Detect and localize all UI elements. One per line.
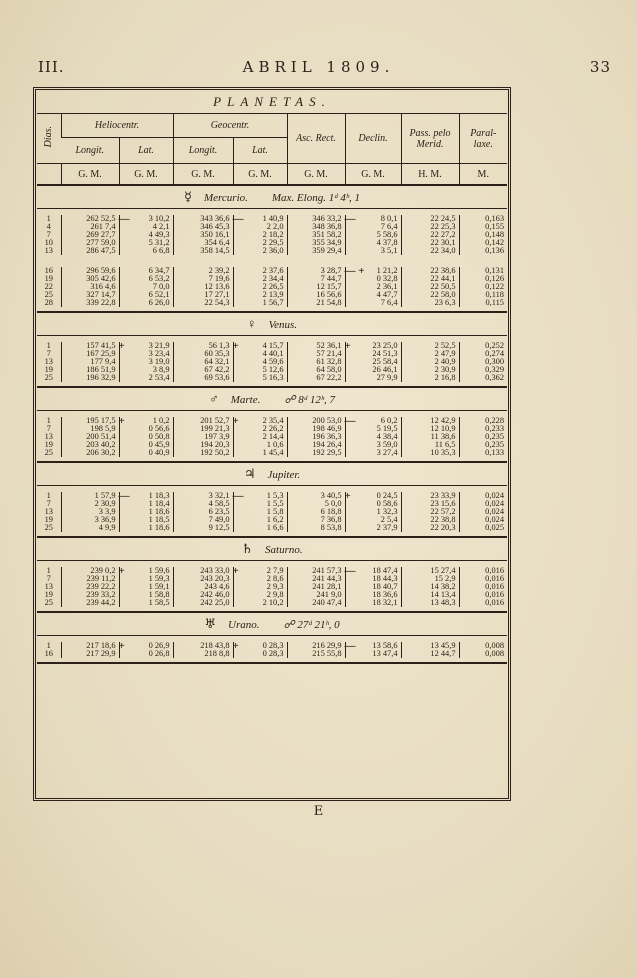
sign-mark: — <box>232 213 244 225</box>
helio-longit-values: 195 17,5 198 5,9 200 51,4 203 40,2 206 30,2 <box>61 417 119 457</box>
helio-longit-values: 296 59,6 305 42,6 316 4,6 327 14,7 339 22,8 <box>61 267 119 307</box>
pass-merid-values: 22 38,6 22 44,1 22 50,5 22 58,0 23 6,3 <box>401 267 459 307</box>
geo-longit-values: 343 36,6 346 45,3 350 16,1 354 6,4 358 14,5 <box>173 215 233 255</box>
geo-longit-header: Longit. <box>173 138 233 164</box>
geo-longit-values: 3 32,1 4 58,5 6 23,5 7 49,0 9 12,5 <box>173 492 233 532</box>
helio-longit-values: 217 18,6 217 29,9 <box>61 642 119 658</box>
planet-note: Max. Elong. 1ᵈ 4ʰ, 1 <box>271 192 360 204</box>
geo-lat-values: + 4 15,7 4 40,1 4 59,6 5 12,6 5 16,3 <box>233 342 287 382</box>
parallax-values: 0,008 0,008 <box>459 642 507 658</box>
data-block <box>37 642 507 658</box>
planet-symbol-icon: ♅ <box>204 616 216 631</box>
sign-mark: + <box>232 415 239 427</box>
asc-rect-values: 346 33,2 348 36,8 351 58,2 355 34,9 359 29,4 <box>287 215 345 255</box>
parallax-values: 0,163 0,155 0,148 0,142 0,136 <box>459 215 507 255</box>
table-title: PLANETAS. <box>37 91 507 114</box>
planet-header <box>37 312 507 336</box>
geo-longit-values: 56 1,3 60 35,3 64 32,1 67 42,2 69 53,6 <box>173 342 233 382</box>
unit-label: G. M. <box>173 164 233 186</box>
helio-longit-values: 262 52,5 261 7,4 269 27,7 277 59,0 286 47,5 <box>61 215 119 255</box>
planet-symbol-icon: ☿ <box>184 189 192 204</box>
helio-lat-values: + 3 21,9 3 23,4 3 19,0 3 8,9 2 53,4 <box>119 342 173 382</box>
planet-table <box>37 91 507 664</box>
pass-merid-values: 2 52,5 2 47,9 2 40,9 2 30,9 2 16,8 <box>401 342 459 382</box>
pass-merid-values: 22 24,5 22 25,3 22 27,2 22 30,1 22 34,0 <box>401 215 459 255</box>
helio-lat-values: + 1 0,2 0 56,6 0 50,8 0 45,9 0 40,9 <box>119 417 173 457</box>
declin-values: + 0 24,5 0 58,6 1 32,3 2 5,4 2 37,9 <box>345 492 401 532</box>
planet-title <box>37 462 507 486</box>
header-left: III. <box>38 58 65 76</box>
data-block <box>37 567 507 607</box>
parallax-values: 0,131 0,126 0,122 0,118 0,115 <box>459 267 507 307</box>
planet-symbol-icon: ♂ <box>208 391 219 406</box>
header-center: ABRIL 1809. <box>242 58 395 76</box>
sign-mark: + <box>118 640 125 652</box>
planet-name: Urano. <box>228 619 260 631</box>
unit-label: G. M. <box>287 164 345 186</box>
planet-note: ☍ 27ᵈ 21ʰ, 0 <box>283 619 340 631</box>
heliocentric-header: Heliocentr. <box>61 114 173 138</box>
sign-mark: + <box>118 415 125 427</box>
sign-mark: — <box>232 490 244 502</box>
helio-longit-values: 239 0,2 239 11,2 239 22,2 239 33,2 239 44,2 <box>61 567 119 607</box>
declin-header: Declin. <box>345 114 401 164</box>
planet-header <box>37 387 507 411</box>
planet-symbol-icon: ♃ <box>243 466 256 481</box>
planet-name: Mercurio. <box>203 192 248 204</box>
pass-merid-values: 13 45,9 12 44,7 <box>401 642 459 658</box>
dias-header: Dias. <box>43 126 55 148</box>
sign-mark: + <box>232 565 239 577</box>
day-column: 1 4 7 10 13 <box>44 214 53 255</box>
data-block <box>37 267 507 307</box>
planet-name: Saturno. <box>265 544 303 556</box>
pass-merid-values: 15 27,4 15 2,9 14 38,2 14 13,4 13 48,3 <box>401 567 459 607</box>
planet-header <box>37 537 507 561</box>
unit-label: G. M. <box>345 164 401 186</box>
geocentric-header: Geocentr. <box>173 114 287 138</box>
declin-values: — 13 58,6 13 47,4 <box>345 642 401 658</box>
sign-mark: + <box>232 640 239 652</box>
geo-longit-values: 201 52,7 199 21,3 197 3,9 194 20,3 192 50,2 <box>173 417 233 457</box>
unit-blank <box>37 164 61 186</box>
declin-values: — 18 47,4 18 44,3 18 40,7 18 36,6 18 32,1 <box>345 567 401 607</box>
asc-rect-values: 216 29,9 215 55,8 <box>287 642 345 658</box>
day-column: 1 7 13 19 25 <box>44 491 53 532</box>
parallax-values: 0,228 0,233 0,235 0,235 0,133 <box>459 417 507 457</box>
data-block <box>37 215 507 255</box>
sign-mark: — + <box>344 265 365 277</box>
unit-label: H. M. <box>401 164 459 186</box>
sign-mark: + <box>344 490 351 502</box>
helio-longit-values: 157 41,5 167 25,9 177 9,4 186 51,9 196 32,9 <box>61 342 119 382</box>
unit-label: G. M. <box>61 164 119 186</box>
sign-mark: — <box>344 213 356 225</box>
day-column: 1 7 13 19 25 <box>44 341 53 382</box>
planet-name: Venus. <box>268 319 298 331</box>
planet-symbol-icon: ♀ <box>246 316 257 331</box>
planet-note: ☍ 8ᵈ 12ʰ, 7 <box>284 394 336 406</box>
geo-longit-values: 243 33,0 243 20,3 243 4,6 242 46,0 242 25,0 <box>173 567 233 607</box>
parallax-values: 0,252 0,274 0,300 0,329 0,362 <box>459 342 507 382</box>
helio-longit-values: 1 57,9 2 30,9 3 3,9 3 36,9 4 9,9 <box>61 492 119 532</box>
day-column: 1 7 13 19 25 <box>44 566 53 607</box>
pass-header: Pass. pelo Merid. <box>401 114 459 164</box>
planet-header <box>37 185 507 209</box>
geo-lat-values: — 1 40,9 2 2,0 2 18,2 2 29,5 2 36,0 <box>233 215 287 255</box>
pass-merid-values: 12 42,9 12 10,9 11 38,6 11 6,5 10 35,3 <box>401 417 459 457</box>
geo-longit-values: 2 39,2 7 19,6 12 13,6 17 27,1 22 54,3 <box>173 267 233 307</box>
helio-lat-values: — 1 18,3 1 18,4 1 18,6 1 18,5 1 18,6 <box>119 492 173 532</box>
paral-header: Paral- laxe. <box>459 114 507 164</box>
declin-values: + 23 25,0 24 51,3 25 58,4 26 46,1 27 9,9 <box>345 342 401 382</box>
planet-name: Jupiter. <box>267 469 301 481</box>
helio-lat-values: + 0 26,9 0 26,8 <box>119 642 173 658</box>
planet-title <box>37 185 507 209</box>
data-block <box>37 342 507 382</box>
geo-lat-values: + 0 28,3 0 28,3 <box>233 642 287 658</box>
helio-lat-values: + 1 59,6 1 59,3 1 59,1 1 58,8 1 58,5 <box>119 567 173 607</box>
asc-rect-values: 52 36,1 57 21,4 61 32,8 64 58,0 67 22,2 <box>287 342 345 382</box>
sign-mark: — <box>344 415 356 427</box>
declin-values: — 8 0,1 7 6,4 5 58,6 4 37,8 3 5,1 <box>345 215 401 255</box>
day-column: 1 7 13 19 25 <box>44 416 53 457</box>
sign-mark: + <box>232 340 239 352</box>
planet-name: Marte. <box>230 394 261 406</box>
unit-label: M. <box>459 164 507 186</box>
asc-rect-values: 200 53,0 198 46,9 196 36,3 194 26,4 192 29,5 <box>287 417 345 457</box>
geo-lat-values: 2 37,6 2 34,4 2 26,5 2 13,9 1 56,7 <box>233 267 287 307</box>
planet-title <box>37 612 507 636</box>
planet-header <box>37 462 507 486</box>
geo-longit-values: 218 43,8 218 8,8 <box>173 642 233 658</box>
unit-label: G. M. <box>119 164 173 186</box>
sign-mark: + <box>118 340 125 352</box>
geo-lat-values: + 2 7,9 2 8,6 2 9,3 2 9,8 2 10,2 <box>233 567 287 607</box>
planet-title <box>37 537 507 561</box>
signature-mark: E <box>313 804 324 819</box>
unit-label: G. M. <box>233 164 287 186</box>
pass-merid-values: 23 33,9 23 15,6 22 57,2 22 38,8 22 20,3 <box>401 492 459 532</box>
helio-lat-values: 6 34,7 6 53,2 7 0,0 6 52,1 6 26,0 <box>119 267 173 307</box>
parallax-values: 0,024 0,024 0,024 0,024 0,025 <box>459 492 507 532</box>
asc-header: Asc. Rect. <box>287 114 345 164</box>
helio-longit-header: Longit. <box>75 145 105 156</box>
parallax-values: 0,016 0,016 0,016 0,016 0,016 <box>459 567 507 607</box>
declin-values: — + 1 21,2 0 32,8 2 36,1 4 47,7 7 6,4 <box>345 267 401 307</box>
sign-mark: + <box>344 340 351 352</box>
declin-values: — 6 0,2 5 19,5 4 38,4 3 59,0 3 27,4 <box>345 417 401 457</box>
day-column: 1 16 <box>44 641 53 658</box>
sign-mark: + <box>118 565 125 577</box>
geo-lat-values: — 1 5,3 1 5,5 1 5,8 1 6,2 1 6,6 <box>233 492 287 532</box>
day-column: 16 19 22 25 28 <box>44 266 53 307</box>
data-block <box>37 492 507 532</box>
helio-lat-header: Lat. <box>119 138 173 164</box>
helio-lat-values: — 3 10,2 4 2,1 4 49,3 5 31,2 6 6,8 <box>119 215 173 255</box>
sign-mark: — <box>118 490 130 502</box>
sign-mark: — <box>118 213 130 225</box>
planet-header <box>37 612 507 636</box>
planet-symbol-icon: ♄ <box>241 541 254 556</box>
planet-title <box>37 387 507 411</box>
asc-rect-values: 241 57,3 241 44,3 241 28,1 241 9,0 240 47,4 <box>287 567 345 607</box>
asc-rect-values: 3 40,5 5 0,0 6 18,8 7 36,8 8 53,8 <box>287 492 345 532</box>
planet-title <box>37 312 507 336</box>
data-block <box>37 417 507 457</box>
asc-rect-values: 3 28,7 7 44,7 12 15,7 16 56,6 21 54,8 <box>287 267 345 307</box>
sign-mark: — <box>344 565 356 577</box>
sign-mark: — <box>344 640 356 652</box>
page-number: 33 <box>589 58 611 76</box>
geo-lat-values: + 2 35,4 2 26,2 2 14,4 1 0,6 1 45,4 <box>233 417 287 457</box>
geo-lat-header: Lat. <box>233 138 287 164</box>
